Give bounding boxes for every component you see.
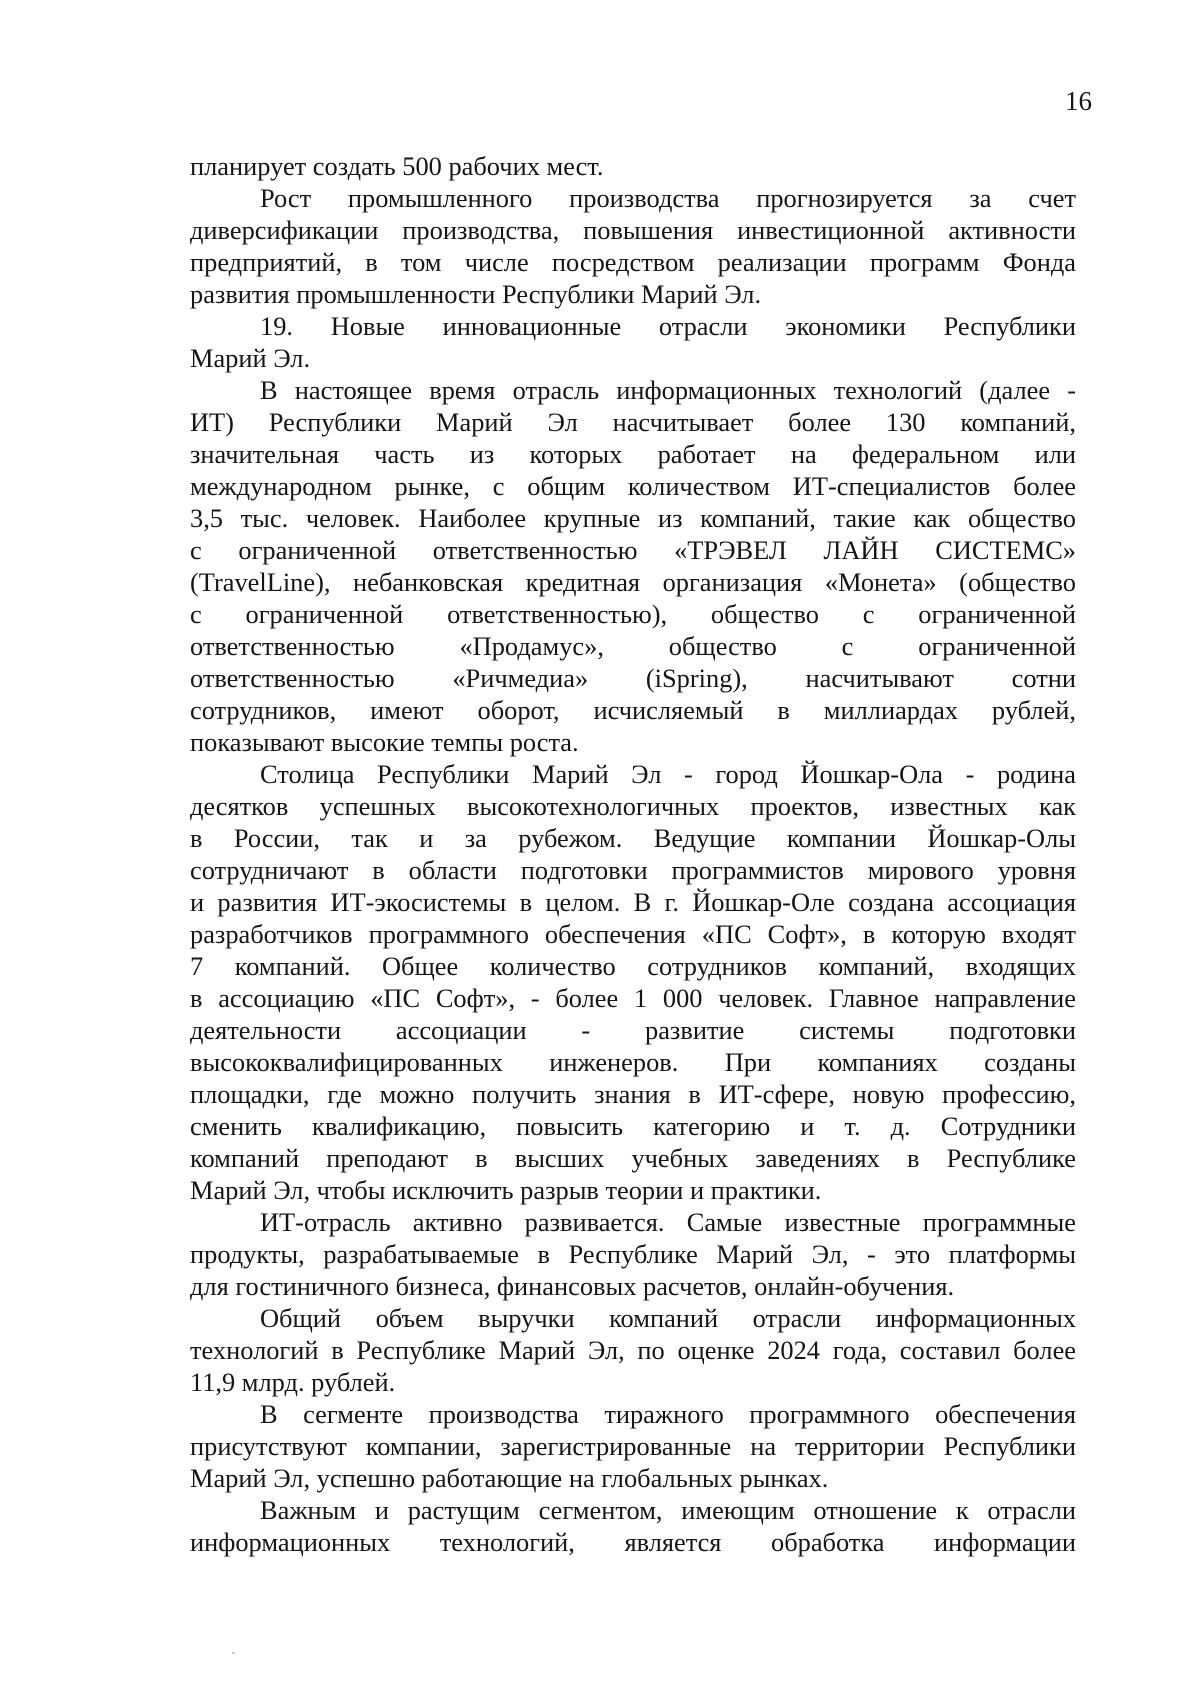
- text-line: Марий Эл, чтобы исключить разрыв теории и практики.: [190, 1175, 822, 1205]
- paragraph-it-products: [190, 1206, 1076, 1302]
- text-line: высококвалифицированных инженеров. При компаниях созданы: [190, 1047, 1076, 1077]
- text-line: значительная часть из которых работает на федеральном или: [190, 439, 1076, 469]
- text-line: 3,5 тыс. человек. Наиболее крупные из компаний, такие как общество: [190, 503, 1076, 533]
- paragraph-software-segment: [190, 1398, 1076, 1494]
- text-line: 19. Новые инновационные отрасли экономики Республики: [260, 311, 1076, 341]
- text-line: Рост промышленного производства прогнозируется за счет: [260, 183, 1076, 213]
- text-line: Общий объем выручки компаний отрасли информационных: [260, 1303, 1076, 1333]
- text-line: в России, так и за рубежом. Ведущие компании Йошкар-Олы: [190, 823, 1076, 853]
- text-line: предприятий, в том числе посредством реализации программ Фонда: [190, 247, 1076, 277]
- section-heading-19: [190, 310, 1076, 374]
- paragraph-capital: [190, 758, 1076, 1206]
- text-line: присутствуют компании, зарегистрированные на территории Республики: [190, 1431, 1076, 1461]
- text-line: В настоящее время отрасль информационных технологий (далее -: [260, 375, 1076, 405]
- text-line: ИТ) Республики Марий Эл насчитывает более 130 компаний,: [190, 407, 1076, 437]
- text-line: с ограниченной ответственностью), общество с ограниченной: [190, 599, 1076, 629]
- text-line: 11,9 млрд. рублей.: [190, 1367, 396, 1397]
- text-line: десятков успешных высокотехнологичных проектов, известных как: [190, 791, 1076, 821]
- document-body: [190, 150, 1076, 1558]
- text-line: 7 компаний. Общее количество сотрудников компаний, входящих: [190, 951, 1076, 981]
- text-line: ответственностью «Ричмедиа» (iSpring), насчитывают сотни: [190, 663, 1076, 693]
- text-line: разработчиков программного обеспечения «ПС Софт», в которую входят: [190, 919, 1076, 949]
- text-line: ИТ-отрасль активно развивается. Самые известные программные: [260, 1207, 1076, 1237]
- paragraph-it-industry: [190, 374, 1076, 758]
- text-line: В сегменте производства тиражного программного обеспечения: [260, 1399, 1076, 1429]
- text-line: в ассоциацию «ПС Софт», - более 1 000 человек. Главное направление: [190, 983, 1076, 1013]
- text-line: информационных технологий, является обработка информации: [190, 1527, 1076, 1557]
- text-line: планирует создать 500 рабочих мест.: [190, 151, 604, 181]
- text-line: и развития ИТ-экосистемы в целом. В г. Йошкар-Оле создана ассоциация: [190, 887, 1076, 917]
- text-line: сотрудников, имеют оборот, исчисляемый в миллиардах рублей,: [190, 695, 1076, 725]
- text-line: Марий Эл, успешно работающие на глобальных рынках.: [190, 1463, 829, 1493]
- text-line: продукты, разрабатываемые в Республике Марий Эл, - это платформы: [190, 1239, 1076, 1269]
- text-line: показывают высокие темпы роста.: [190, 727, 579, 757]
- paragraph-revenue: [190, 1302, 1076, 1398]
- text-line: сотрудничают в области подготовки программистов мирового уровня: [190, 855, 1076, 885]
- text-line: Марий Эл.: [190, 343, 311, 373]
- page-number: 16: [1065, 86, 1092, 116]
- text-line: компаний преподают в высших учебных заведениях в Республике: [190, 1143, 1076, 1173]
- text-line: развития промышленности Республики Марий Эл.: [190, 279, 762, 309]
- paragraph-continuation: [190, 150, 1076, 182]
- text-line: технологий в Республике Марий Эл, по оценке 2024 года, составил более: [190, 1335, 1076, 1365]
- text-line: диверсификации производства, повышения инвестиционной активности: [190, 215, 1076, 245]
- text-line: Столица Республики Марий Эл - город Йошкар-Ола - родина: [260, 759, 1076, 789]
- paragraph-industrial-growth: [190, 182, 1076, 310]
- text-line: площадки, где можно получить знания в ИТ-сфере, новую профессию,: [190, 1079, 1076, 1109]
- scan-artifact: [232, 1652, 235, 1654]
- text-line: международном рынке, с общим количеством ИТ-специалистов более: [190, 471, 1076, 501]
- text-line: для гостиничного бизнеса, финансовых расчетов, онлайн-обучения.: [190, 1271, 955, 1301]
- text-line: Важным и растущим сегментом, имеющим отношение к отрасли: [260, 1495, 1076, 1525]
- paragraph-data-processing: [190, 1494, 1076, 1558]
- text-line: (TravelLine), небанковская кредитная организация «Монета» (общество: [190, 567, 1076, 597]
- text-line: сменить квалификацию, повысить категорию и т. д. Сотрудники: [190, 1111, 1076, 1141]
- text-line: ответственностью «Продамус», общество с ограниченной: [190, 631, 1076, 661]
- text-line: деятельности ассоциации - развитие системы подготовки: [190, 1015, 1076, 1045]
- text-line: с ограниченной ответственностью «ТРЭВЕЛ ЛАЙН СИСТЕМС»: [190, 535, 1076, 565]
